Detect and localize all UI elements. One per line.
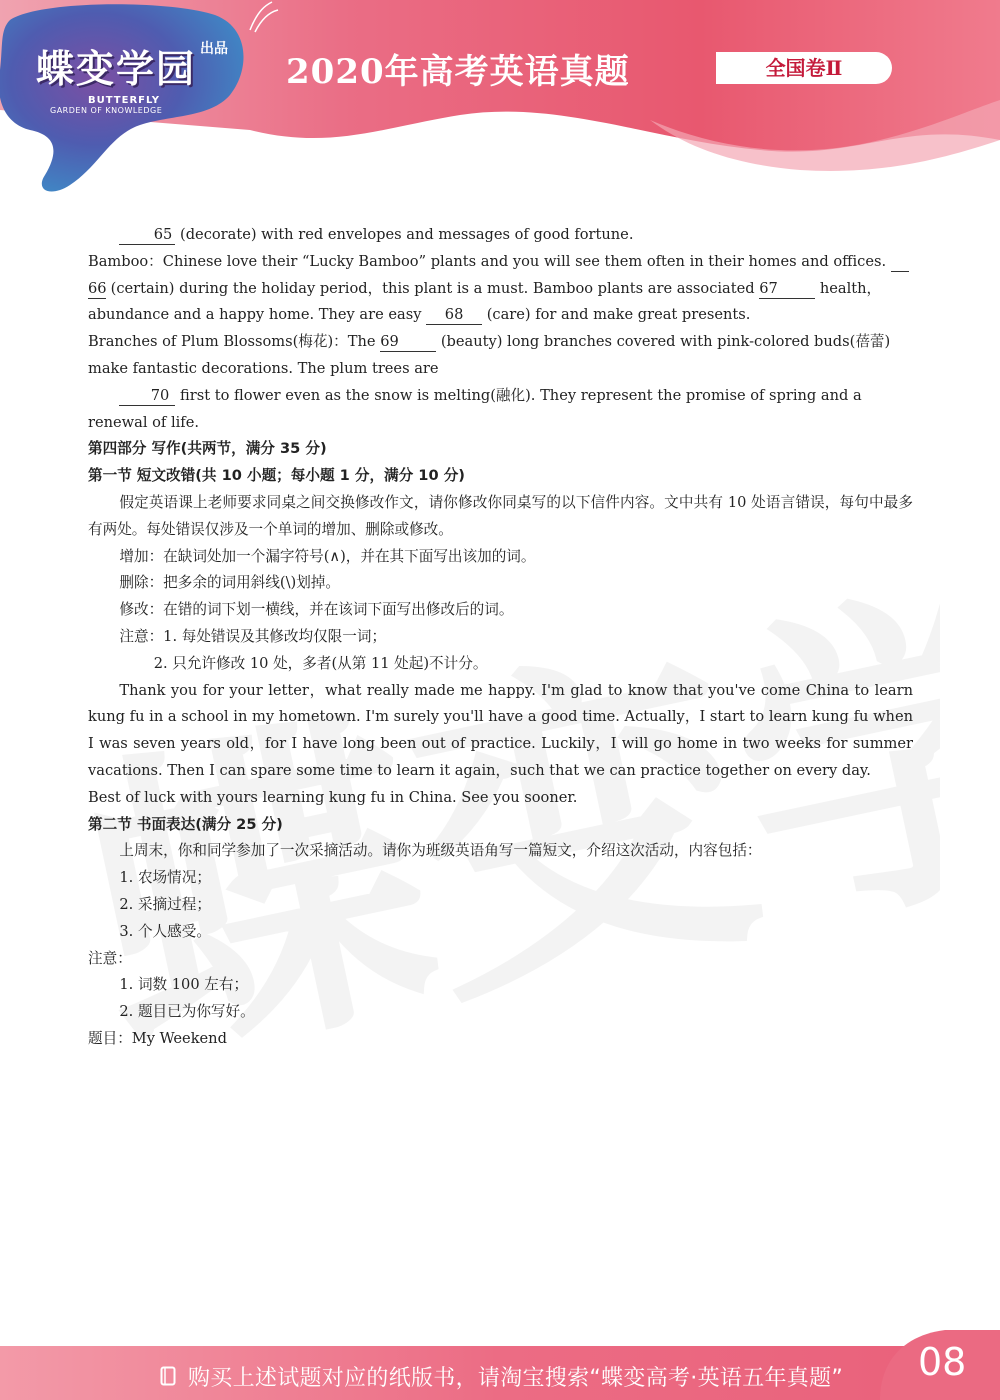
passage-line-4 — [88, 302, 913, 329]
passage-line-5 — [88, 329, 913, 356]
book-icon — [160, 1366, 177, 1386]
rule-modify: 修改：在错的词下划一横线，并在该词下面写出修改后的词。 — [119, 601, 514, 619]
passage-text: (certain) during the holiday period，this plant is a must. Bamboo plants are associated — [110, 279, 755, 297]
content-item-1: 1. 农场情况； — [119, 869, 211, 887]
section2-heading: 第二节 书面表达(满分 25 分) — [88, 815, 283, 833]
logo-sub: 出品 — [200, 41, 229, 57]
blank-69: 69 — [380, 333, 436, 352]
section1-heading: 第一节 短文改错(共 10 小题；每小题 1 分，满分 10 分) — [88, 467, 465, 485]
notes-label: 注意： — [88, 949, 132, 967]
blank-65: 65 — [119, 226, 175, 245]
passage-line-1 — [88, 222, 913, 249]
passage-text: (decorate) with red envelopes and messages of good fortune. — [180, 226, 634, 243]
note-2: 2. 只允许修改 10 处，多者(从第 11 处起)不计分。 — [153, 654, 488, 672]
passage-text: first to flower even as the snow is melting(融化). They represent the promise of spring and a — [180, 386, 862, 404]
logo-en-line2: GARDEN OF KNOWLEDGE — [50, 106, 163, 115]
letter-paragraph-2: Best of luck with yours learning kung fu in China. See you sooner. — [88, 788, 578, 806]
content-item-3: 3. 个人感受。 — [119, 922, 211, 940]
part4-heading: 第四部分 写作(共两节，满分 35 分) — [88, 440, 327, 458]
passage-line-7 — [88, 383, 913, 410]
footer-promo-text: 购买上述试题对应的纸版书，请淘宝搜索“蝶变高考·英语五年真题” — [188, 1366, 844, 1391]
logo-cn: 蝶变学园 — [36, 47, 197, 91]
blank-70: 70 — [119, 387, 175, 406]
rule-delete: 删除：把多余的词用斜线(\)划掉。 — [119, 574, 340, 592]
blank-68: 68 — [426, 306, 482, 325]
page-number: 08 — [918, 1340, 967, 1384]
section2-instructions: 上周末，你和同学参加了一次采摘活动。请你为班级英语角写一篇短文，介绍这次活动，内容包括： — [119, 842, 762, 860]
essay-topic: 题目：My Weekend — [88, 1029, 227, 1047]
paper-badge: 全国卷Ⅱ — [716, 52, 892, 84]
blank-66: 66 — [88, 279, 107, 297]
passage-text: Bamboo：Chinese love their “Lucky Bamboo” plants and you will see them often in their homes and offices. — [88, 252, 887, 270]
blank-66-start — [891, 253, 909, 272]
passage-text: (beauty) long branches covered with pink-colored buds(蓓蕾) — [440, 333, 891, 351]
letter-paragraph-1: Thank you for your letter，what really made me happy. I'm glad to know that you've come China to learn kung fu in a school in my hometown. I'm surely you'll have a good time. Actually，I start to learn kung fu when I was seven years old，for I have long been out of practice. Luckily，I will go home in two weeks for summer vacations. Then I can spare some time to learn it again，such that we can practice together on every day. — [88, 681, 913, 779]
passage-text: abundance and a happy home. They are easy — [88, 306, 422, 324]
blank-67: 67 — [759, 280, 815, 299]
logo — [36, 38, 236, 115]
document-body — [88, 222, 913, 1053]
note-1: 注意：1. 每处错误及其修改均仅限一词； — [119, 627, 387, 645]
passage-line-6: make fantastic decorations. The plum trees are — [88, 359, 439, 377]
passage-line-8: renewal of life. — [88, 413, 199, 431]
requirement-2: 2. 题目已为你写好。 — [119, 1003, 255, 1021]
passage-line-2 — [88, 249, 913, 276]
passage-text: (care) for and make great presents. — [486, 306, 751, 324]
requirement-1: 1. 词数 100 左右； — [119, 976, 249, 994]
page-title: 2020年高考英语真题 — [286, 52, 630, 92]
content-item-2: 2. 采摘过程； — [119, 895, 211, 913]
passage-text: Branches of Plum Blossoms(梅花)：The — [88, 333, 376, 351]
passage-text: health， — [819, 279, 882, 297]
rule-add: 增加：在缺词处加一个漏字符号(∧)，并在其下面写出该加的词。 — [119, 547, 536, 565]
section1-instructions: 假定英语课上老师要求同桌之间交换修改作文，请你修改你同桌写的以下信件内容。文中共有 10 处语言错误，每句中最多有两处。每处错误仅涉及一个单词的增加、删除或修改。 — [88, 493, 913, 538]
logo-en-line1: BUTTERFLY — [88, 95, 161, 106]
passage-line-3 — [88, 276, 913, 303]
